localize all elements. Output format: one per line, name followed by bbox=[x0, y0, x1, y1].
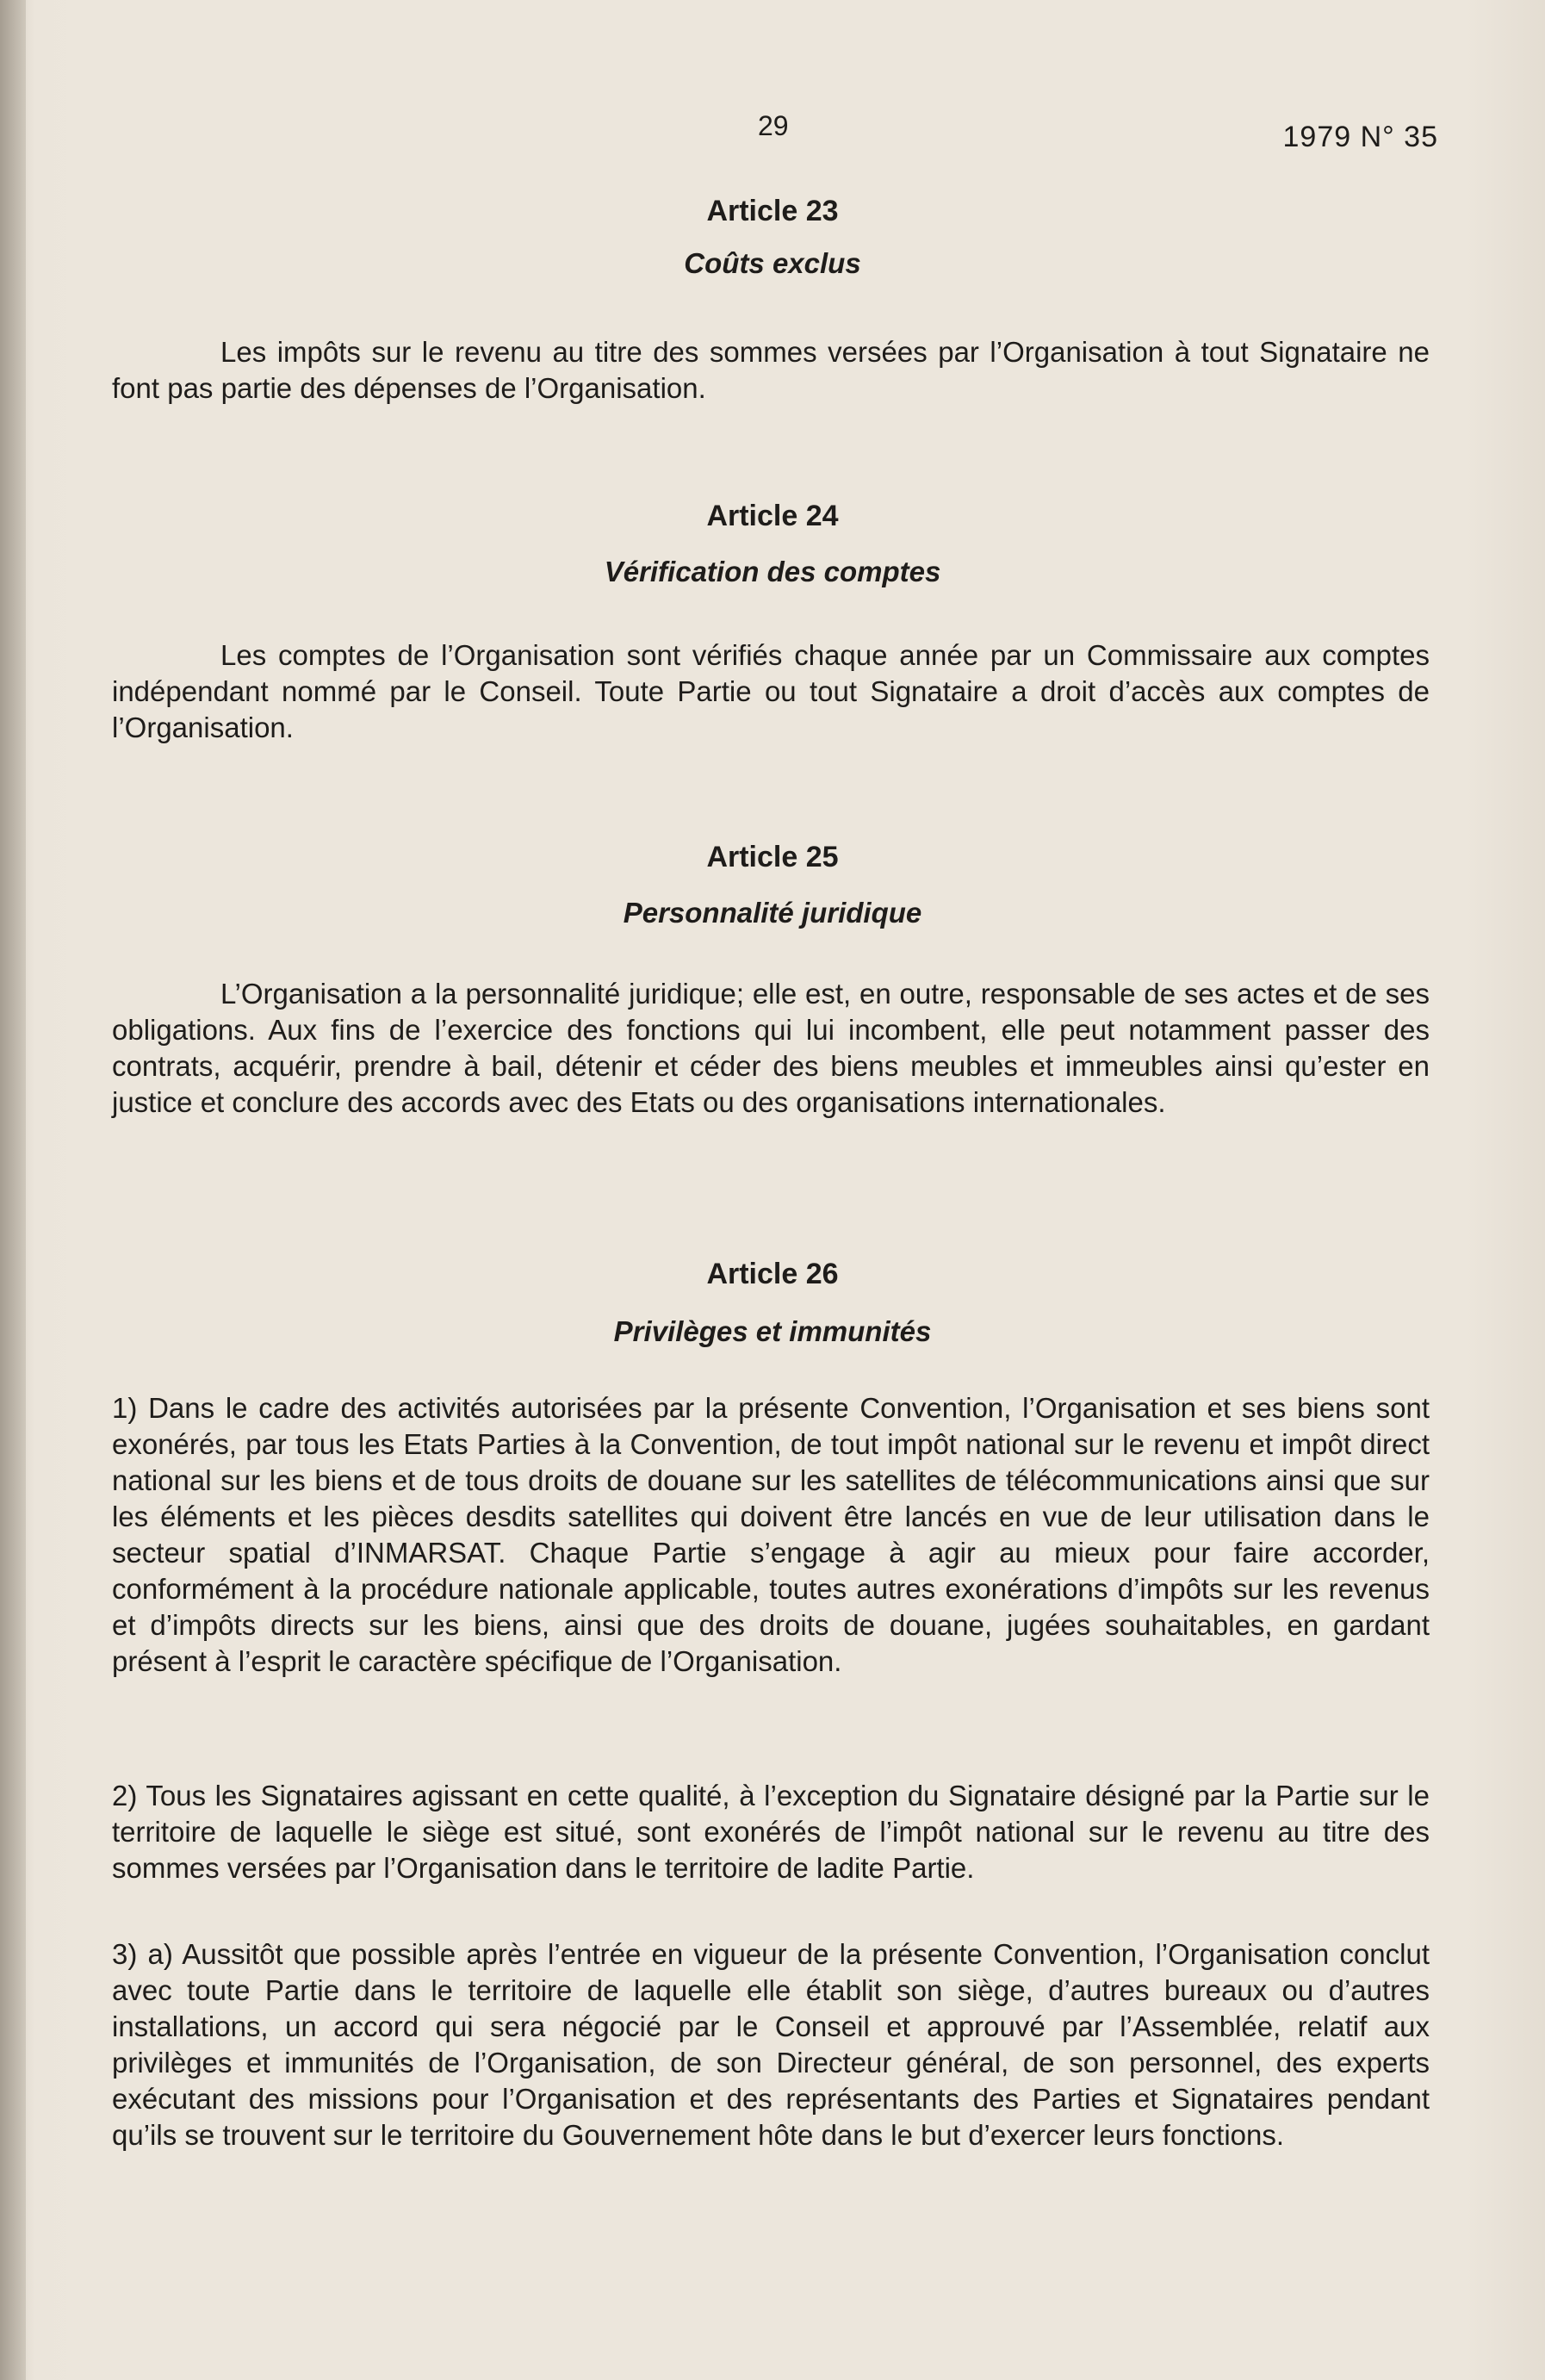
article-title: Article 24 bbox=[706, 500, 839, 532]
article-26-paragraph-3: 3) a) Aussitôt que possible après l’entrée en vigueur de la présente Convention, l’Organisation conclut avec toute Partie dans le territoire de laquelle elle établit son siège, d’autres bureaux ou d’autres installations, un accord qui sera négocié par le Conseil et approuvé par l’Assemblée, relatif aux privilèges et immunités de l’Organisation, de son Directeur général, de son personnel, des experts exécutant des missions pour l’Organisation et des représentants des Parties et Signataires pendant qu’ils se trouvent sur le territoire du Gouvernement hôte dans le but d’exercer leurs fonctions. bbox=[112, 1938, 1430, 2151]
article-24-heading bbox=[0, 500, 1545, 588]
year-and-issue-number: 1979 N° 35 bbox=[1282, 121, 1438, 153]
article-subtitle: Vérification des comptes bbox=[604, 556, 941, 587]
article-subtitle: Privilèges et immunités bbox=[613, 1315, 932, 1347]
article-26-paragraph-2: 2) Tous les Signataires agissant en cette qualité, à l’exception du Signataire désigné par la Partie sur le territoire de laquelle le siège est situé, sont exonérés de l’impôt national sur le revenu au titre des sommes versées par l’Organisation dans le territoire de ladite Partie. bbox=[112, 1780, 1430, 1884]
page-number: 29 bbox=[758, 110, 789, 141]
article-23-paragraph: Les impôts sur le revenu au titre des sommes versées par l’Organisation à tout Signataire ne font pas partie des dépenses de l’Organisation. bbox=[112, 336, 1430, 404]
article-26-paragraph-1: 1) Dans le cadre des activités autorisées par la présente Convention, l’Organisation et ses biens sont exonérés, par tous les Etats Parties à la Convention, de tout impôt national sur le revenu et impôt direct national sur les biens et de tous droits de douane sur les satellites de télécommunications ainsi que sur les éléments et les pièces desdits satellites qui doivent être lancés en vue de leur utilisation dans le secteur spatial d’INMARSAT. Chaque Partie s’engage à agir au mieux pour faire accorder, conformément à la procédure nationale applicable, toutes autres exonérations d’impôts sur les revenus et d’impôts directs sur les biens, ainsi que des droits de douane, jugées souhaitables, en gardant présent à l’esprit le caractère spécifique de l’Organisation. bbox=[112, 1392, 1430, 1677]
article-25-heading bbox=[0, 841, 1545, 929]
article-title: Article 23 bbox=[706, 195, 839, 227]
article-26-heading bbox=[0, 1258, 1545, 1348]
article-24-paragraph: Les comptes de l’Organisation sont vérifiés chaque année par un Commissaire aux comptes indépendant nommé par le Conseil. Toute Partie ou tout Signataire a droit d’accès aux comptes de l’Organisation. bbox=[112, 639, 1430, 743]
page-header bbox=[0, 110, 1545, 162]
article-25-paragraph: L’Organisation a la personnalité juridique; elle est, en outre, responsable de ses actes et de ses obligations. Aux fins de l’exercice des fonctions qui lui incombent, elle peut notamment passer des contrats, acquérir, prendre à bail, détenir et céder des biens meubles et immeubles ainsi qu’ester en justice et conclure des accords avec des Etats ou des organisations internationales. bbox=[112, 978, 1430, 1118]
article-subtitle: Coûts exclus bbox=[684, 247, 861, 279]
article-title: Article 25 bbox=[706, 841, 839, 873]
article-subtitle: Personnalité juridique bbox=[623, 897, 922, 929]
article-title: Article 26 bbox=[706, 1258, 839, 1290]
book-gutter-shadow bbox=[0, 0, 26, 2380]
article-23-heading bbox=[0, 195, 1545, 280]
